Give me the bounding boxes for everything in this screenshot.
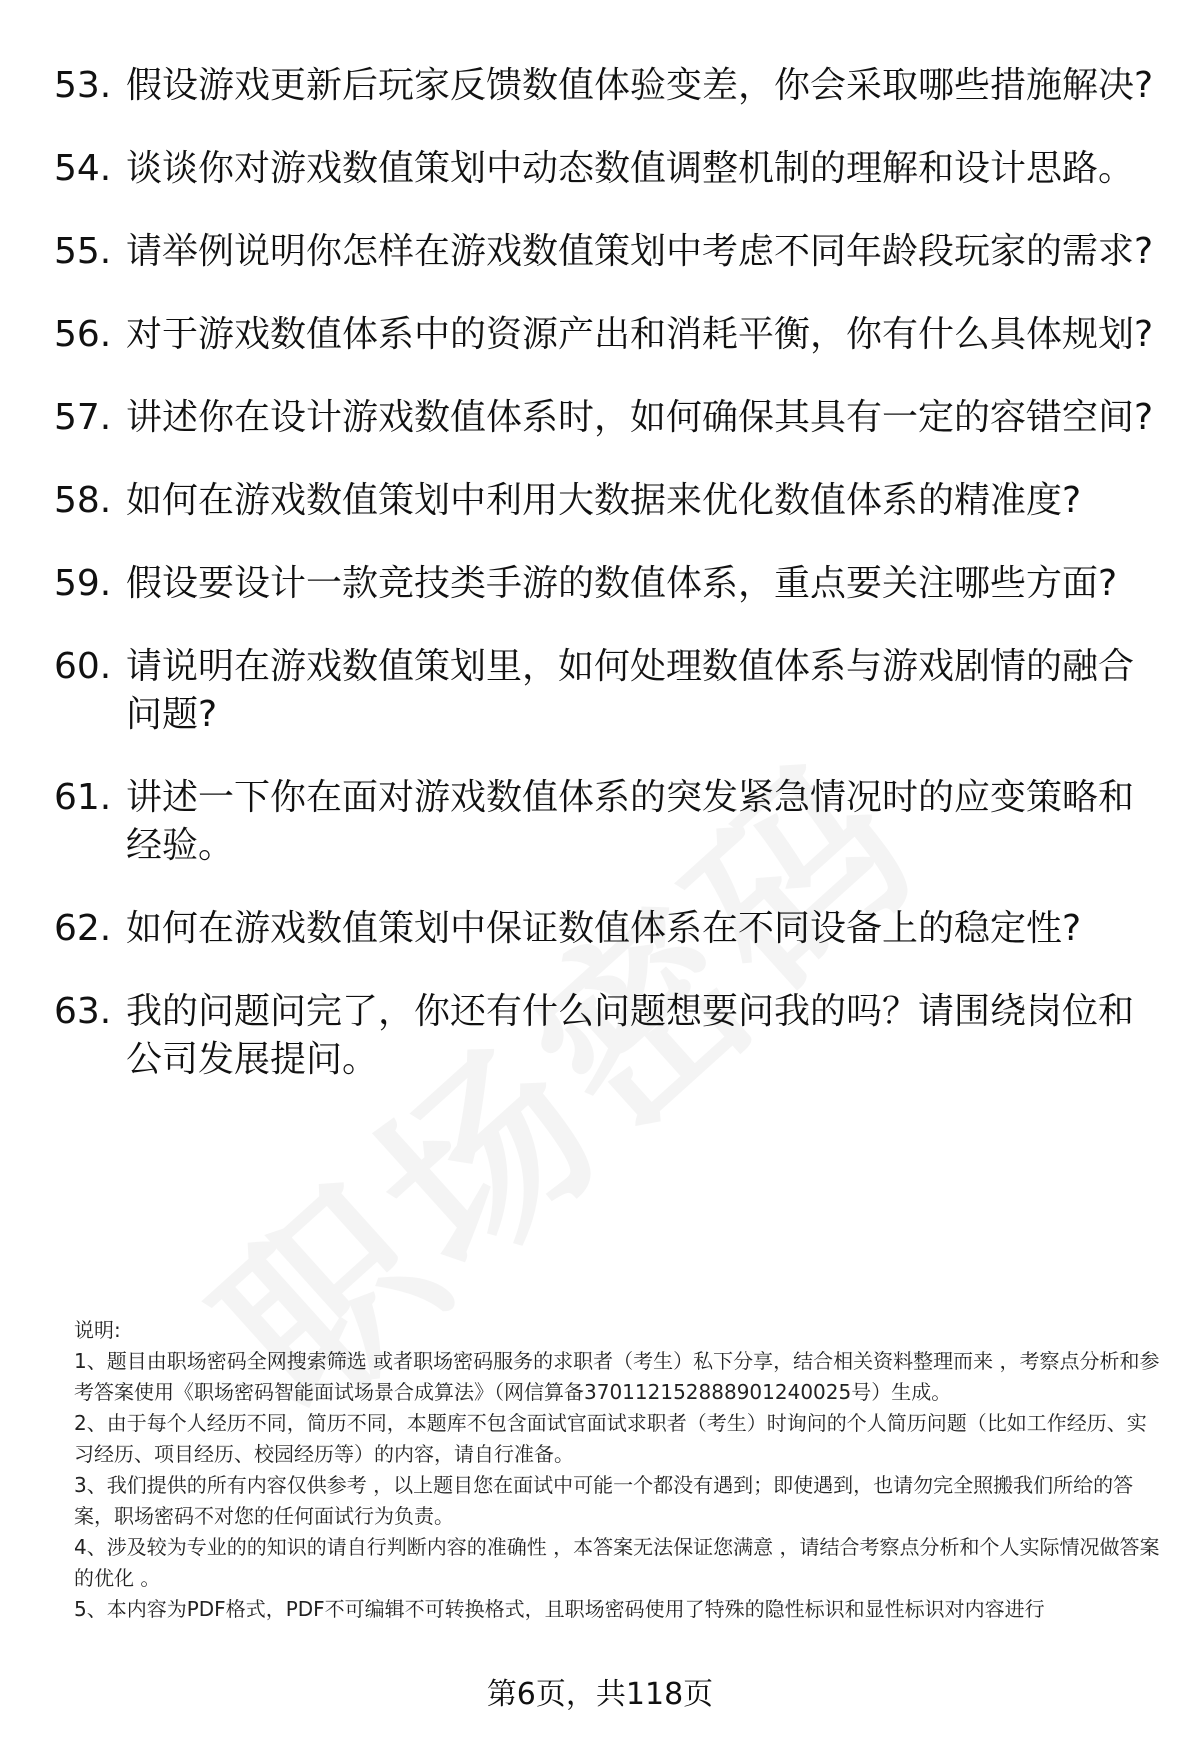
question-item	[54, 560, 1164, 608]
question-text: 我的问题问完了，你还有什么问题想要问我的吗？请围绕岗位和公司发展提问。	[126, 991, 1135, 1080]
question-number: 53.	[54, 65, 112, 106]
question-number: 60.	[54, 646, 112, 687]
question-number: 63.	[54, 991, 112, 1032]
question-number: 61.	[54, 777, 112, 818]
notes-section	[74, 1315, 1164, 1625]
question-item	[54, 643, 1164, 739]
question-number: 55.	[54, 231, 112, 272]
note-item: 1、题目由职场密码全网搜索筛选 或者职场密码服务的求职者（考生）私下分享，结合相关资料整理而来 ，考察点分析和参考答案使用《职场密码智能面试场景合成算法》（网信算备370112152888901240025号）生成。	[74, 1349, 1160, 1404]
question-text: 如何在游戏数值策划中保证数值体系在不同设备上的稳定性?	[126, 908, 1082, 949]
question-number: 57.	[54, 397, 112, 438]
question-text: 讲述你在设计游戏数值体系时，如何确保其具有一定的容错空间?	[126, 397, 1154, 438]
question-text: 谈谈你对游戏数值策划中动态数值调整机制的理解和设计思路。	[126, 148, 1135, 189]
question-item	[54, 774, 1164, 870]
question-text: 请说明在游戏数值策划里，如何处理数值体系与游戏剧情的融合问题?	[126, 646, 1135, 735]
question-item	[54, 905, 1164, 953]
notes-heading: 说明:	[74, 1318, 121, 1342]
question-text: 对于游戏数值体系中的资源产出和消耗平衡，你有什么具体规划?	[126, 314, 1154, 355]
question-number: 54.	[54, 148, 112, 189]
question-item	[54, 62, 1164, 110]
question-text: 请举例说明你怎样在游戏数值策划中考虑不同年龄段玩家的需求?	[126, 231, 1154, 272]
question-number: 59.	[54, 563, 112, 604]
question-item	[54, 394, 1164, 442]
question-item	[54, 988, 1164, 1084]
question-text: 如何在游戏数值策划中利用大数据来优化数值体系的精准度?	[126, 480, 1082, 521]
note-item: 2、由于每个人经历不同，简历不同，本题库不包含面试官面试求职者（考生）时询问的个人简历问题（比如工作经历、实习经历、项目经历、校园经历等）的内容，请自行准备。	[74, 1411, 1147, 1466]
question-number: 62.	[54, 908, 112, 949]
note-item: 4、涉及较为专业的的知识的请自行判断内容的准确性 ，本答案无法保证您满意 ，请结合考察点分析和个人实际情况做答案的优化 。	[74, 1535, 1160, 1590]
question-text: 假设游戏更新后玩家反馈数值体验变差，你会采取哪些措施解决?	[126, 65, 1154, 106]
question-item	[54, 311, 1164, 359]
question-item	[54, 477, 1164, 525]
question-item	[54, 145, 1164, 193]
note-item: 3、我们提供的所有内容仅供参考 ，以上题目您在面试中可能一个都没有遇到；即使遇到，也请勿完全照搬我们所给的答案，职场密码不对您的任何面试行为负责。	[74, 1473, 1134, 1528]
page-number: 第6页，共118页	[486, 1677, 714, 1712]
question-list	[54, 62, 1164, 1119]
question-number: 58.	[54, 480, 112, 521]
question-text: 讲述一下你在面对游戏数值体系的突发紧急情况时的应变策略和经验。	[126, 777, 1135, 866]
note-item: 5、本内容为PDF格式，PDF不可编辑不可转换格式，且职场密码使用了特殊的隐性标识和显性标识对内容进行	[74, 1597, 1045, 1621]
question-number: 56.	[54, 314, 112, 355]
question-text: 假设要设计一款竞技类手游的数值体系，重点要关注哪些方面?	[126, 563, 1118, 604]
question-item	[54, 228, 1164, 276]
